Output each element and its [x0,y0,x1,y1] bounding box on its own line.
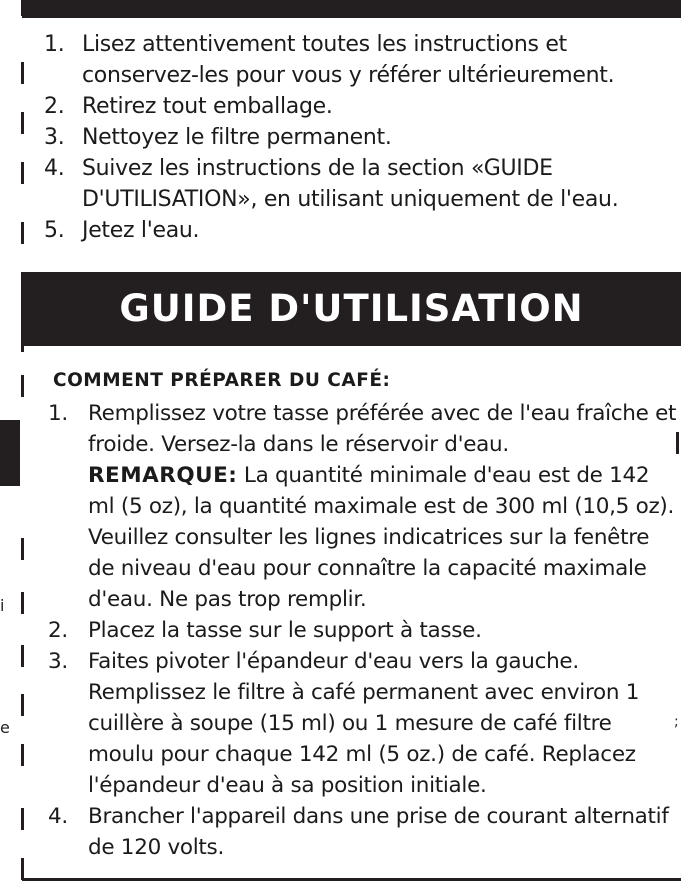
step-text: Placez la tasse sur le support à tasse. [88,618,482,643]
left-edge-tick [21,162,24,184]
list-item [48,801,678,863]
left-edge-fragment: i [0,596,5,615]
list-item [44,153,674,215]
list-item [44,29,674,91]
list-item [48,615,678,646]
list-item [44,122,674,153]
list-item [48,398,678,615]
step-number: 4. [44,156,65,181]
left-edge-tick [21,375,24,397]
step-text: Suivez les instructions de la section «GUIDE D'UTILISATION», en utilisant uniquement de l'eau. [82,156,619,212]
step-text: Faites pivoter l'épandeur d'eau vers la gauche. Remplissez le filtre à café permanent avec environ 1 cuillère à soupe (15 ml) ou 1 mesure de café filtre moulu pour chaque 142 ml (5 oz.) de café. Replacez l'épandeur d'eau à sa position initiale. [88,649,640,798]
step-number: 2. [44,94,65,119]
list-item [48,646,678,801]
left-edge-tick [21,0,24,16]
step-number: 5. [44,218,65,243]
left-edge-tick [21,222,24,244]
left-edge-tick [21,538,24,560]
step-text: Brancher l'appareil dans une prise de courant alternatif de 120 volts. [88,804,669,860]
left-edge-tick [21,694,24,716]
note-label: REMARQUE: [88,463,238,488]
left-edge-tick [21,858,24,880]
left-edge-tick [21,808,24,830]
step-text: Jetez l'eau. [82,218,200,243]
note-text: La quantité minimale d'eau est de 142 ml (5 oz), la quantité maximale est de 300 ml (10,5 oz). Veuillez consulter les lignes indicatrices sur la fenêtre de niveau d'eau pour connaître la capacité maximale d'eau. Ne pas trop remplir. [88,463,675,612]
step-number: 3. [44,125,65,150]
preparation-steps-list [44,29,674,246]
right-edge-fragment: ; [674,714,679,730]
left-edge-tick [21,62,24,84]
step-number: 1. [48,401,68,426]
step-text: Nettoyez le filtre permanent. [82,125,392,150]
section-banner-title: GUIDE D'UTILISATION [22,272,681,346]
step-number: 4. [48,804,68,829]
left-edge-fragment: e [0,718,10,737]
left-edge-tick [21,744,24,766]
list-item [44,215,674,246]
left-edge-tick [21,592,24,614]
step-text: Retirez tout emballage. [82,94,333,119]
step-text: Remplissez votre tasse préférée avec de l'eau fraîche et froide. Versez-la dans le réservoir d'eau. [88,401,677,457]
list-item [44,91,674,122]
left-edge-tick [21,645,24,667]
section-subheading: COMMENT PRÉPARER DU CAFÉ: [53,370,391,391]
top-black-bar [22,0,681,18]
step-number: 1. [44,32,65,57]
brewing-steps-list [48,398,678,863]
step-number: 2. [48,618,68,643]
left-edge-tick [21,112,24,134]
step-number: 3. [48,649,68,674]
left-dark-notch [0,420,20,486]
step-text: Lisez attentivement toutes les instructions et conservez-les pour vous y référer ultérieurement. [82,32,615,88]
